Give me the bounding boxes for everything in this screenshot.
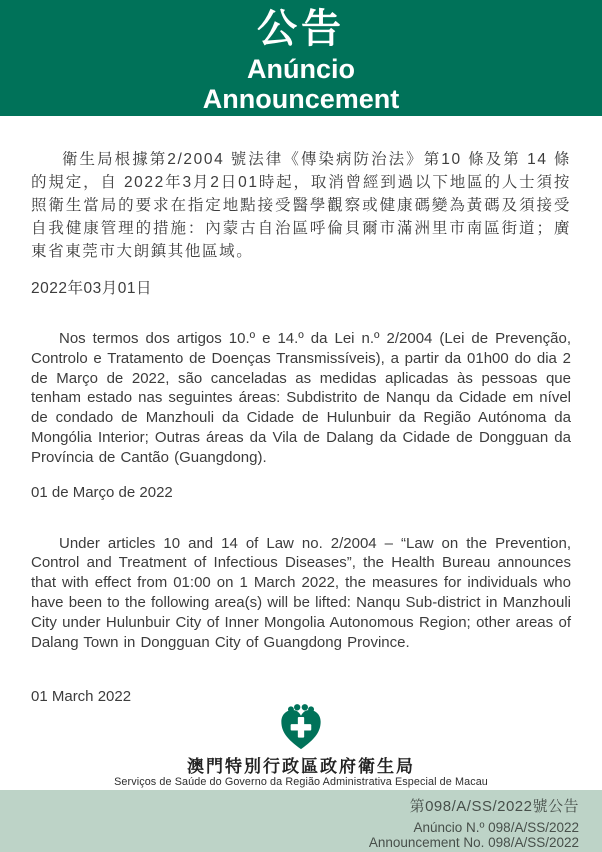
paragraph-chinese: 衛生局根據第2/2004 號法律《傳染病防治法》第10 條及第 14 條的規定，自 2022年3月2日01時起，取消曾經到過以下地區的人士須按照衛生當局的要求在指定地點接受醫學觀察或健康碼變為黃碼及須接受自我健康管理的措施：內蒙古自治區呼倫貝爾市滿洲里市南區街道；廣東省東莞市大朗鎮其他區域。 xyxy=(31,151,571,260)
organization-name-chinese: 澳門特別行政區政府衛生局 xyxy=(187,757,415,776)
health-bureau-logo-icon xyxy=(278,704,324,756)
reference-number-chinese: 第098/A/SS/2022號公告 xyxy=(409,798,579,815)
date-english: 01 March 2022 xyxy=(31,688,132,706)
paragraph-english: Under articles 10 and 14 of Law no. 2/2004 – “Law on the Prevention, Control and Treatment of Infectious Diseases”, the Health Bureau announces that with effect from 01:00 on 1 March 2022, the measures for individuals who have been to the following area(s) will be lifted: Nanqu Sub-district in Manzhouli City under Hulunbuir City of Inner Mongolia Autonomous Region; other areas of Dalang Town in Dongguan City of Guangdong Province. xyxy=(31,534,571,651)
date-chinese: 2022年03月01日 xyxy=(31,280,152,297)
header-banner xyxy=(0,0,602,116)
paragraph-portuguese: Nos termos dos artigos 10.º e 14.º da Lei n.º 2/2004 (Lei de Prevenção, Controlo e Tratamento de Doenças Transmissíveis), a partir da 01h00 do dia 2 de Março de 2022, são canceladas as medidas aplicadas às pessoas que tenham estado nas seguintes áreas: Subdistrito de Nanqu da Cidade em nível de condado de Manzhouli da Cidade de Hulunbuir da Região Autónoma da Mongólia Interior; Outras áreas da Vila de Dalang da Cidade de Dongguan da Província de Cantão (Guangdong). xyxy=(31,330,571,466)
organization-name-portuguese: Serviços de Saúde do Governo da Região Administrativa Especial de Macau xyxy=(114,776,488,788)
date-portuguese: 01 de Março de 2022 xyxy=(31,483,173,501)
title-english: Announcement xyxy=(202,84,400,114)
reference-number-portuguese: Anúncio N.º 098/A/SS/2022 xyxy=(413,820,579,835)
footer xyxy=(0,708,602,789)
title-portuguese: Anúncio xyxy=(247,54,355,84)
reference-number-english: Announcement No. 098/A/SS/2022 xyxy=(368,835,579,850)
document-body xyxy=(0,116,602,705)
reference-number-bar xyxy=(0,790,602,852)
title-chinese: 公告 xyxy=(257,7,345,51)
